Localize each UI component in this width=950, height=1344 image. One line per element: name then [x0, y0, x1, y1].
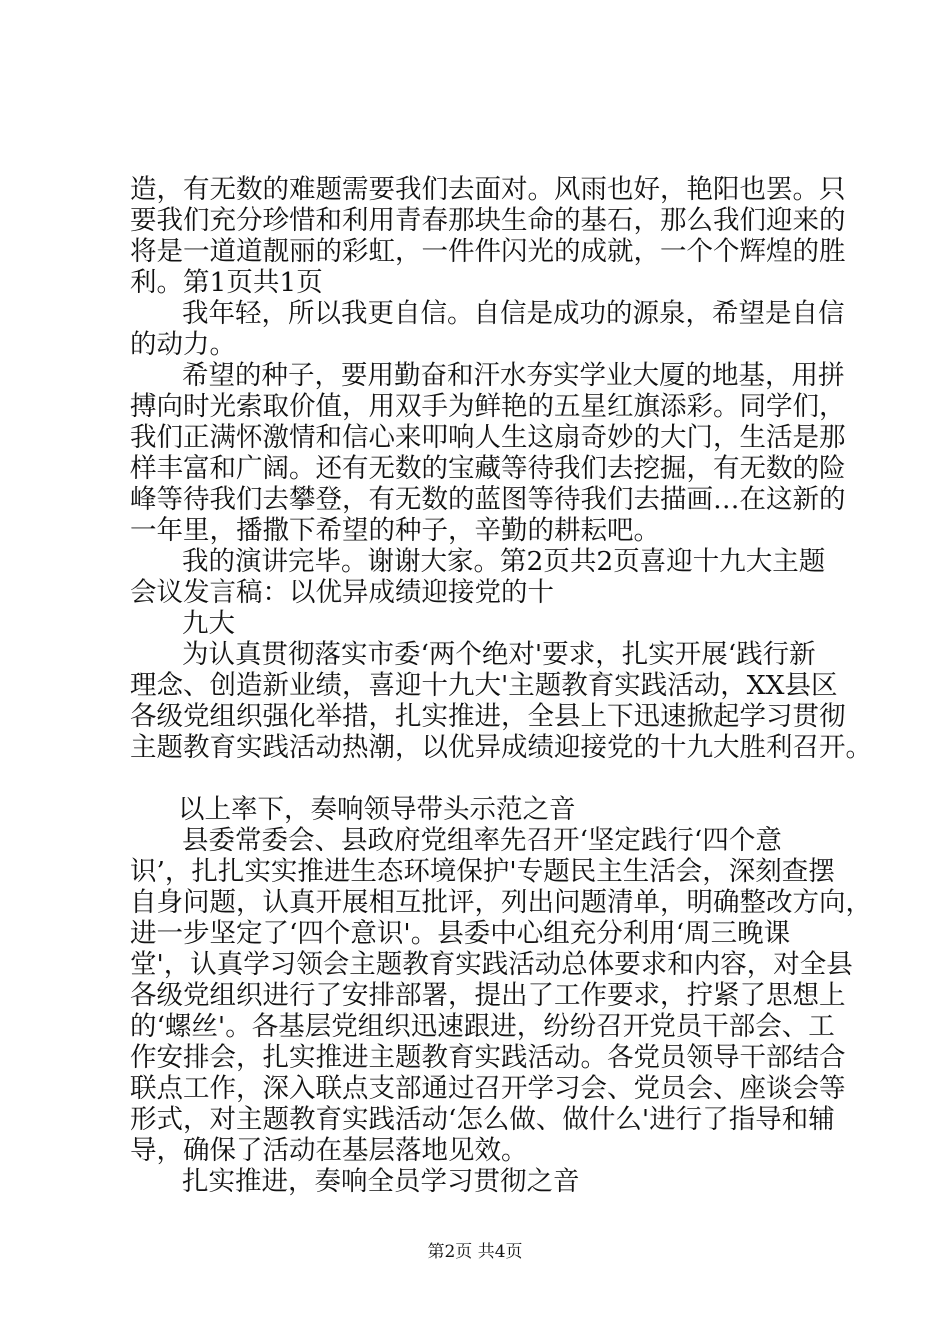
text-line: 的动力。: [130, 329, 236, 360]
text-line: 各级党组织强化举措，扎实推进，全县上下迅速掀起学习贯彻: [130, 701, 846, 732]
text-line: 作安排会，扎实推进主题教育实践活动。各党员领导干部结合: [130, 1042, 846, 1073]
text-line: 会议发言稿：以优异成绩迎接党的十: [130, 577, 554, 608]
section-heading: 以上率下，奏响领导带头示范之音: [178, 794, 576, 825]
text-line: 样丰富和广阔。还有无数的宝藏等待我们去挖掘，有无数的险: [130, 453, 846, 484]
text-line: 县委常委会、县政府党组率先召开‘坚定践行‘四个意: [182, 825, 782, 856]
text-line: 识’，扎扎实实推进生态环境保护'专题民主生活会，深刻查摆: [130, 856, 835, 887]
page-footer: 第2页 共4页: [427, 1242, 523, 1262]
text-line: 峰等待我们去攀登，有无数的蓝图等待我们去描画…在这新的: [130, 484, 846, 515]
paragraph-gap: [130, 763, 830, 794]
text-line: 为认真贯彻落实市委‘两个绝对'要求，扎实开展‘践行新: [182, 639, 816, 670]
text-line: 堂'，认真学习领会主题教育实践活动总体要求和内容，对全县: [130, 949, 853, 980]
text-line: 我的演讲完毕。谢谢大家。第2页共2页喜迎十九大主题: [182, 546, 826, 577]
text-line: 理念、创造新业绩，喜迎十九大'主题教育实践活动，XX县区: [130, 670, 838, 701]
document-body: [130, 174, 872, 1197]
text-line: 导，确保了活动在基层落地见效。: [130, 1135, 528, 1166]
section-heading: 九大: [182, 608, 235, 639]
text-line: 自身问题，认真开展相互批评，列出问题清单，明确整改方向，: [130, 887, 872, 918]
section-heading: 扎实推进，奏响全员学习贯彻之音: [182, 1166, 580, 1197]
text-line: 利。第1页共1页: [130, 267, 323, 298]
text-line: 我年轻，所以我更自信。自信是成功的源泉，希望是自信: [182, 298, 845, 329]
text-line: 各级党组织进行了安排部署，提出了工作要求，拧紧了思想上: [130, 980, 846, 1011]
text-line: 主题教育实践活动热潮，以优异成绩迎接党的十九大胜利召开。: [130, 732, 872, 763]
text-line: 将是一道道靓丽的彩虹，一件件闪光的成就，一个个辉煌的胜: [130, 236, 846, 267]
text-line: 形式，对主题教育实践活动‘怎么做、做什么'进行了指导和辅: [130, 1104, 835, 1135]
text-line: 进一步坚定了‘四个意识'。县委中心组充分利用‘周三晚课: [130, 918, 791, 949]
text-line: 的‘螺丝'。各基层党组织迅速跟进，纷纷召开党员干部会、工: [130, 1011, 835, 1042]
text-line: 要我们充分珍惜和利用青春那块生命的基石，那么我们迎来的: [130, 205, 846, 236]
text-line: 一年里，播撒下希望的种子，辛勤的耕耘吧。: [130, 515, 660, 546]
text-line: 造，有无数的难题需要我们去面对。风雨也好，艳阳也罢。只: [130, 174, 846, 205]
text-line: 联点工作，深入联点支部通过召开学习会、党员会、座谈会等: [130, 1073, 846, 1104]
text-line: 搏向时光索取价值，用双手为鲜艳的五星红旗添彩。同学们，: [130, 391, 846, 422]
text-line: 我们正满怀激情和信心来叩响人生这扇奇妙的大门，生活是那: [130, 422, 846, 453]
text-line: 希望的种子，要用勤奋和汗水夯实学业大厦的地基，用拼: [182, 360, 845, 391]
